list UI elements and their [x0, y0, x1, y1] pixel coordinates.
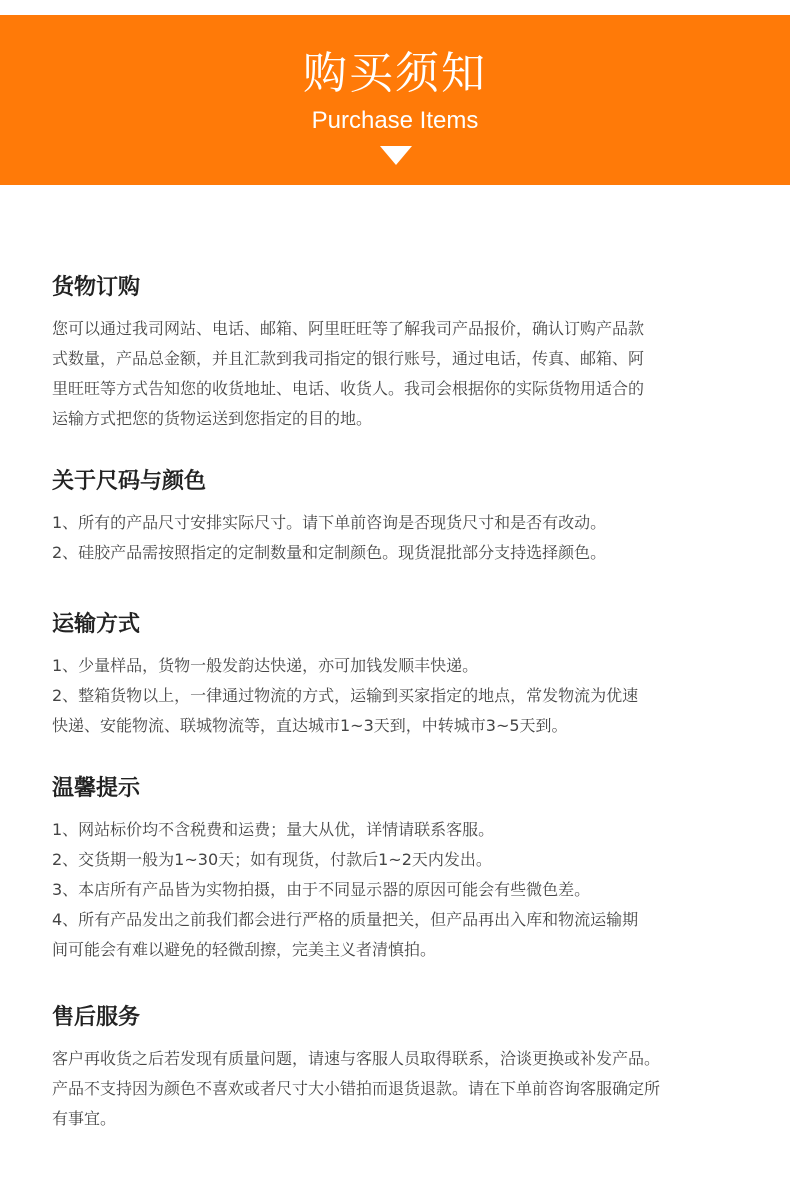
- paragraph-line: 客户再收货之后若发现有质量问题，请速与客服人员取得联系，洽谈更换或补发产品。: [52, 1049, 661, 1068]
- section-ordering: [52, 273, 752, 434]
- paragraph-line: 快递、安能物流、联城物流等，直达城市1~3天到，中转城市3~5天到。: [52, 716, 568, 735]
- section-tips: [52, 774, 752, 965]
- paragraph-line: 2、交货期一般为1~30天；如有现货，付款后1~2天内发出。: [52, 850, 492, 869]
- down-arrow-icon: [380, 146, 412, 165]
- section-size-color: [52, 467, 752, 568]
- section-title: 运输方式: [52, 612, 141, 637]
- paragraph-line: 有事宜。: [52, 1109, 117, 1128]
- content: [0, 185, 790, 1177]
- paragraph-line: 里旺旺等方式告知您的收货地址、电话、收货人。我司会根据你的实际货物用适合的: [52, 379, 645, 398]
- paragraph-line: 4、所有产品发出之前我们都会进行严格的质量把关，但产品再出入库和物流运输期: [52, 910, 639, 929]
- section-shipping: [52, 610, 752, 741]
- page-title: 购买须知: [303, 48, 487, 99]
- paragraph-line: 1、所有的产品尺寸安排实际尺寸。请下单前咨询是否现货尺寸和是否有改动。: [52, 513, 607, 532]
- paragraph-line: 2、整箱货物以上，一律通过物流的方式，运输到买家指定的地点，常发物流为优速: [52, 686, 639, 705]
- section-after-sales: [52, 1003, 752, 1134]
- top-strip: [0, 0, 790, 15]
- header-banner: [0, 15, 790, 185]
- section-title: 售后服务: [52, 1005, 141, 1030]
- section-title: 关于尺码与颜色: [52, 469, 207, 494]
- paragraph-line: 3、本店所有产品皆为实物拍摄，由于不同显示器的原因可能会有些微色差。: [52, 880, 591, 899]
- paragraph-line: 1、网站标价均不含税费和运费；量大从优，详情请联系客服。: [52, 820, 495, 839]
- page-subtitle: Purchase Items: [311, 107, 479, 134]
- section-title: 货物订购: [52, 275, 141, 300]
- paragraph-line: 您可以通过我司网站、电话、邮箱、阿里旺旺等了解我司产品报价，确认订购产品款: [52, 319, 645, 338]
- paragraph-line: 2、硅胶产品需按照指定的定制数量和定制颜色。现货混批部分支持选择颜色。: [52, 543, 607, 562]
- paragraph-line: 运输方式把您的货物运送到您指定的目的地。: [52, 409, 373, 428]
- paragraph-line: 产品不支持因为颜色不喜欢或者尺寸大小错拍而退货退款。请在下单前咨询客服确定所: [52, 1079, 661, 1098]
- paragraph-line: 间可能会有难以避免的轻微刮擦，完美主义者清慎拍。: [52, 940, 437, 959]
- paragraph-line: 式数量，产品总金额，并且汇款到我司指定的银行账号，通过电话，传真、邮箱、阿: [52, 349, 645, 368]
- paragraph-line: 1、少量样品，货物一般发韵达快递，亦可加钱发顺丰快递。: [52, 656, 479, 675]
- section-title: 温馨提示: [52, 776, 141, 801]
